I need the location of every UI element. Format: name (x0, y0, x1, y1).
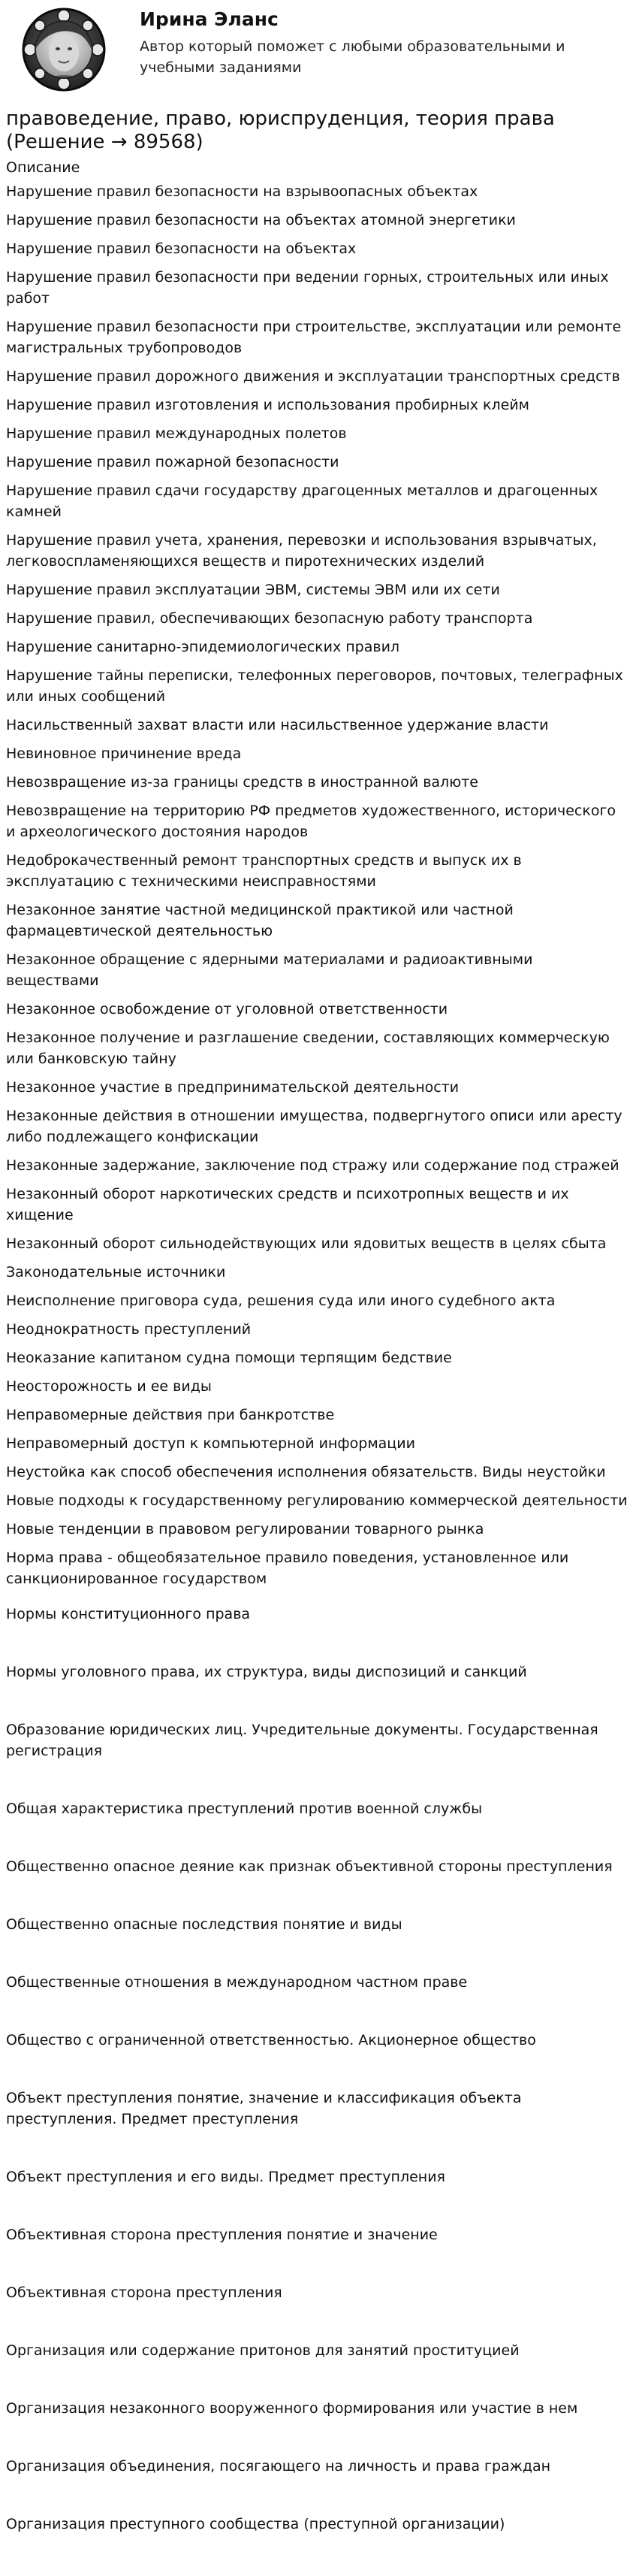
topic-item[interactable]: Организация преступного сообщества (преступной организации) (6, 2516, 505, 2532)
topic-item[interactable]: Нарушение правил безопасности на объектах атомной энергетики (6, 212, 516, 228)
topic-item[interactable]: Недоброкачественный ремонт транспортных средств и выпуск их в эксплуатацию с техническими неисправностями (6, 852, 522, 890)
topic-item[interactable]: Незаконное участие в предпринимательской деятельности (6, 1079, 460, 1096)
topic-item[interactable]: Незаконный оборот наркотических средств и психотропных веществ и их хищение (6, 1186, 569, 1223)
topic-item[interactable]: Образование юридических лиц. Учредительные документы. Государственная регистрация (6, 1722, 598, 1759)
topic-item[interactable]: Нарушение правил изготовления и использования пробирных клейм (6, 397, 529, 413)
topic-list (0, 177, 636, 2576)
topic-item[interactable]: Законодательные источники (6, 1264, 226, 1280)
topic-item[interactable]: Незаконное получение и разглашение сведении, составляющих коммерческую или банковскую тайну (6, 1029, 610, 1067)
topic-item[interactable]: Невозвращение из-за границы средств в иностранной валюте (6, 774, 478, 791)
topic-item[interactable]: Общая характеристика преступлений против военной службы (6, 1800, 483, 1817)
topic-item[interactable]: Неосторожность и ее виды (6, 1378, 212, 1395)
topic-item[interactable]: Нарушение правил пожарной безопасности (6, 454, 339, 470)
topic-item[interactable]: Нарушение правил эксплуатации ЭВМ, системы ЭВМ или их сети (6, 582, 500, 598)
topic-item[interactable]: Незаконное занятие частной медицинской практикой или частной фармацевтической деятельностью (6, 902, 514, 939)
topic-item[interactable]: Незаконные действия в отношении имущества, подвергнутого описи или аресту либо подлежащего конфискации (6, 1108, 622, 1145)
topic-item[interactable]: Объект преступления и его виды. Предмет преступления (6, 2169, 445, 2185)
topic-item[interactable]: Неправомерный доступ к компьютерной информации (6, 1435, 415, 1452)
topic-item[interactable]: Нарушение санитарно-эпидемиологических правил (6, 639, 400, 655)
topic-item[interactable]: Неоднократность преступлений (6, 1321, 252, 1338)
author-header (0, 0, 636, 100)
topic-item[interactable]: Нарушение правил дорожного движения и эксплуатации транспортных средств (6, 368, 620, 385)
topic-item[interactable]: Невиновное причинение вреда (6, 745, 242, 762)
section-label-description: Описание (6, 159, 80, 176)
topic-item[interactable]: Общество с ограниченной ответственностью. Акционерное общество (6, 2032, 536, 2048)
topic-item[interactable]: Общественные отношения в международном частном праве (6, 1974, 468, 1991)
topic-item[interactable]: Неустойка как способ обеспечения исполнения обязательств. Виды неустойки (6, 1464, 606, 1480)
topic-item[interactable]: Нормы конституционного права (6, 1606, 251, 1622)
topic-item[interactable]: Незаконное обращение с ядерными материалами и радиоактивными веществами (6, 951, 533, 989)
topic-item[interactable]: Неправомерные действия при банкротстве (6, 1407, 335, 1423)
page-title: правоведение, право, юриспруденция, теория права (Решение → 89568) (6, 107, 555, 153)
avatar[interactable] (11, 6, 117, 92)
author-description: Автор который поможет с любыми образовательными и учебными заданиями (140, 38, 565, 76)
topic-item[interactable]: Общественно опасное деяние как признак объективной стороны преступления (6, 1858, 613, 1875)
topic-item[interactable]: Нормы уголовного права, их структура, виды диспозиций и санкций (6, 1664, 527, 1680)
topic-item[interactable]: Незаконное освобождение от уголовной ответственности (6, 1001, 448, 1017)
topic-item[interactable]: Нарушение правил учета, хранения, перевозки и использования взрывчатых, легковоспламеняющихся веществ и пиротехнических изделий (6, 532, 597, 570)
topic-item[interactable]: Незаконный оборот сильнодействующих или ядовитых веществ в целях сбыта (6, 1235, 607, 1252)
topic-item[interactable]: Организация объединения, посягающего на личность и права граждан (6, 2458, 551, 2475)
topic-item[interactable]: Общественно опасные последствия понятие и виды (6, 1916, 402, 1933)
topic-item[interactable]: Невозвращение на территорию РФ предметов художественного, исторического и археологического достояния народов (6, 803, 616, 840)
topic-item[interactable]: Нарушение правил безопасности на взрывоопасных объектах (6, 183, 478, 200)
topic-item[interactable]: Норма права - общеобязательное правило поведения, установленное или санкционированное государством (6, 1550, 569, 1587)
film-reel-portrait-icon (11, 6, 117, 92)
topic-item[interactable]: Объективная сторона преступления понятие и значение (6, 2227, 438, 2243)
topic-item[interactable]: Нарушение правил безопасности при ведении горных, строительных или иных работ (6, 269, 609, 307)
topic-item[interactable]: Насильственный захват власти или насильственное удержание власти (6, 717, 549, 733)
topic-item[interactable]: Нарушение правил сдачи государству драгоценных металлов и драгоценных камней (6, 482, 598, 520)
topic-item[interactable]: Объект преступления понятие, значение и классификация объекта преступления. Предмет преступления (6, 2090, 522, 2127)
topic-item[interactable]: Нарушение правил, обеспечивающих безопасную работу транспорта (6, 610, 533, 627)
topic-item[interactable]: Новые тенденции в правовом регулировании товарного рынка (6, 1521, 484, 1537)
author-name[interactable]: Ирина Эланс (140, 8, 279, 30)
topic-item[interactable]: Нарушение правил безопасности на объектах (6, 240, 357, 257)
topic-item[interactable]: Организация или содержание притонов для занятий проституцией (6, 2342, 520, 2359)
topic-item[interactable]: Нарушение правил международных полетов (6, 425, 347, 442)
topic-item[interactable]: Нарушение тайны переписки, телефонных переговоров, почтовых, телеграфных или иных сообщений (6, 667, 623, 705)
topic-item[interactable]: Неисполнение приговора суда, решения суда или иного судебного акта (6, 1293, 556, 1309)
topic-item[interactable]: Новые подходы к государственному регулированию коммерческой деятельности (6, 1492, 628, 1509)
topic-item[interactable]: Объективная сторона преступления (6, 2284, 282, 2301)
topic-item[interactable]: Незаконные задержание, заключение под стражу или содержание под стражей (6, 1157, 619, 1174)
topic-item[interactable]: Нарушение правил безопасности при строительстве, эксплуатации или ремонте магистральных трубопроводов (6, 319, 622, 356)
topic-item[interactable]: Неоказание капитаном судна помощи терпящим бедствие (6, 1350, 452, 1366)
topic-item[interactable]: Организация незаконного вооруженного формирования или участие в нем (6, 2400, 578, 2417)
